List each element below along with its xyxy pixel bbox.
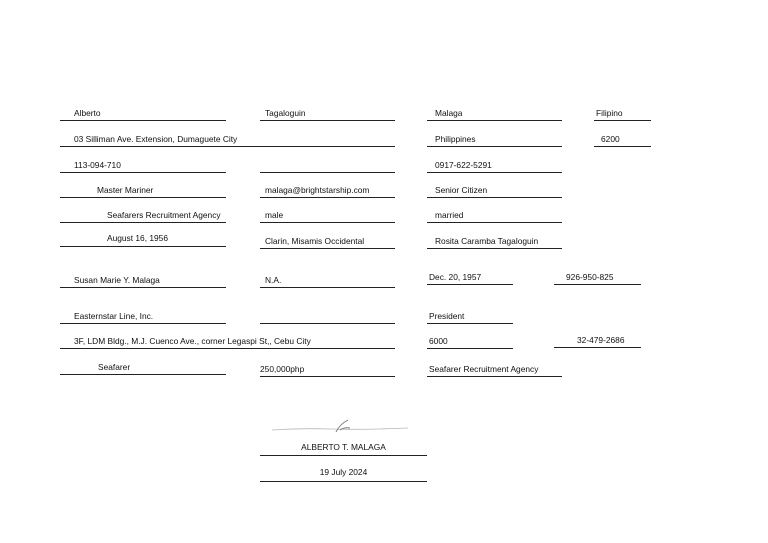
income-source-value: Seafarer Recruitment Agency — [429, 364, 539, 374]
middle-name-value: Tagaloguin — [265, 108, 306, 118]
spouse-other-value: N.A. — [265, 275, 282, 285]
income-source-field[interactable] — [427, 364, 562, 377]
employer-address-field[interactable] — [60, 336, 395, 349]
job-value: Seafarer — [98, 362, 131, 372]
income-value: 250,000php — [260, 364, 305, 374]
employer-phone-value: 32-479-2686 — [577, 335, 625, 345]
email-field[interactable] — [260, 185, 395, 198]
sex-value: male — [265, 210, 284, 220]
civil-status-field[interactable] — [427, 210, 562, 223]
signature-date-value: 19 July 2024 — [319, 467, 368, 477]
mobile-value: 0917-622-5291 — [435, 160, 492, 170]
address-value: 03 Silliman Ave. Extension, Dumaguete City — [74, 134, 238, 144]
last-name-field[interactable] — [427, 108, 562, 121]
mother-name-field[interactable] — [427, 236, 562, 249]
last-name-value: Malaga — [435, 108, 463, 118]
spouse-tin-value: 926-950-825 — [566, 272, 614, 282]
signatory-name — [260, 442, 427, 456]
country-value: Philippines — [435, 134, 476, 144]
birth-date-field[interactable] — [60, 233, 226, 247]
spouse-name-field[interactable] — [60, 275, 226, 288]
mobile-field[interactable] — [427, 160, 562, 173]
tin-value: 113-094-710 — [74, 160, 121, 170]
employer-zip-field[interactable] — [427, 336, 513, 349]
signatory-name-value: ALBERTO T. MALAGA — [301, 442, 386, 452]
spouse-tin-field[interactable] — [554, 272, 641, 285]
birth-place-value: Clarin, Misamis Occidental — [265, 236, 365, 246]
zip-code-field[interactable] — [594, 134, 651, 147]
civil-status-value: married — [435, 210, 464, 220]
tin-field[interactable] — [60, 160, 226, 173]
zip-code-value: 6200 — [601, 134, 620, 144]
spouse-name-value: Susan Marie Y. Malaga — [74, 275, 160, 285]
income-field[interactable] — [260, 364, 395, 377]
address-field[interactable] — [60, 134, 395, 147]
first-name-value: Alberto — [74, 108, 101, 118]
position-field[interactable] — [427, 311, 513, 324]
birth-place-field[interactable] — [260, 236, 395, 249]
employer-name-value: Easternstar Line, Inc. — [74, 311, 154, 321]
employer-address-value: 3F, LDM Bldg., M.J. Cuenco Ave., corner Legaspi St,, Cebu City — [74, 336, 311, 346]
job-field[interactable] — [60, 362, 226, 375]
spouse-birth-date-value: Dec. 20, 1957 — [429, 272, 482, 282]
employer-name-field[interactable] — [60, 311, 226, 324]
signature-mark — [270, 418, 410, 436]
employer-phone-field[interactable] — [554, 335, 641, 348]
citizenship-value: Filipino — [596, 108, 623, 118]
birth-date-value: August 16, 1956 — [107, 233, 169, 243]
signature-date — [260, 467, 427, 482]
senior-status-value: Senior Citizen — [435, 185, 488, 195]
employer-type-field[interactable] — [60, 210, 226, 223]
occupation-field[interactable] — [60, 185, 226, 198]
occupation-value: Master Mariner — [97, 185, 154, 195]
middle-name-field[interactable] — [260, 108, 395, 121]
mother-name-value: Rosita Caramba Tagaloguin — [435, 236, 539, 246]
first-name-field[interactable] — [60, 108, 226, 121]
country-field[interactable] — [427, 134, 562, 147]
employer-type-value: Seafarers Recruitment Agency — [107, 210, 221, 220]
sex-field[interactable] — [260, 210, 395, 223]
email-value: malaga@brightstarship.com — [265, 185, 370, 195]
citizenship-field[interactable] — [594, 108, 651, 121]
employer-zip-value: 6000 — [429, 336, 448, 346]
spouse-other-field[interactable] — [260, 275, 395, 288]
blank-field-row3[interactable] — [260, 160, 395, 173]
employer-blank-field[interactable] — [260, 311, 395, 324]
spouse-birth-date-field[interactable] — [427, 272, 513, 285]
senior-status-field[interactable] — [427, 185, 562, 198]
position-value: President — [429, 311, 465, 321]
